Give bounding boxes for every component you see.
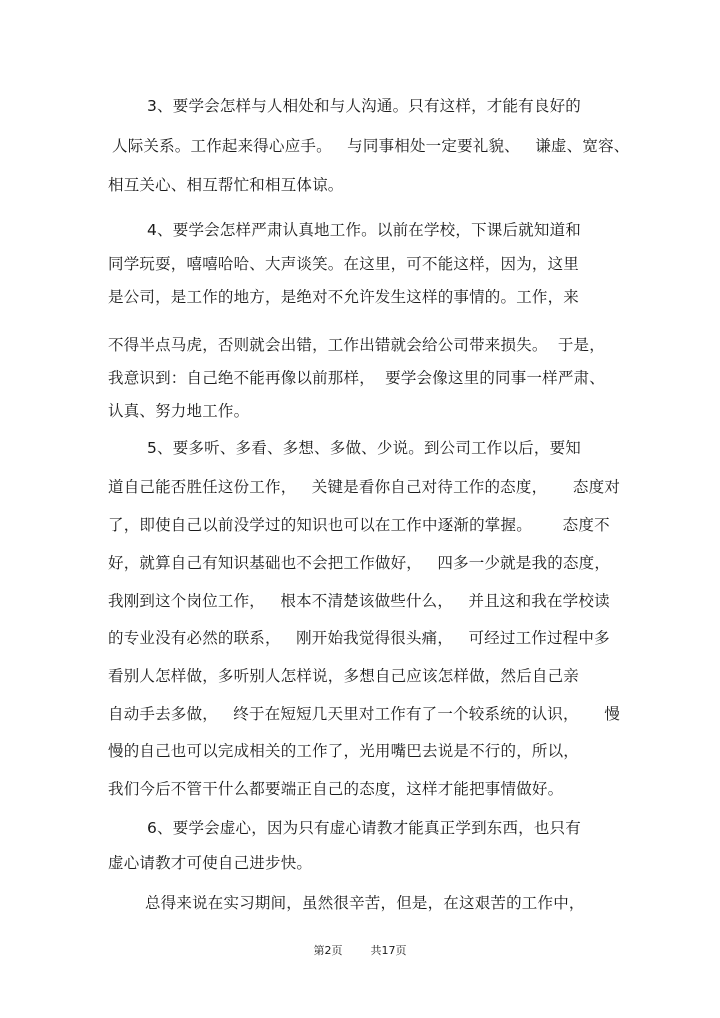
paragraph-line: 同学玩耍，嘻嘻哈哈、大声谈笑。在这里，可不能这样，因为，这里 <box>108 255 580 273</box>
paragraph-line: 我们今后不管干什么都要端正自己的态度，这样才能把事情做好。 <box>108 780 564 798</box>
paragraph-line: 5、要多听、多看、多想、多做、少说。到公司工作以后，要知 <box>147 439 581 457</box>
paragraph-line: 我刚到这个岗位工作， 根本不清楚该做些什么， 并且这和我在学校读 <box>108 592 610 610</box>
paragraph-line: 是公司，是工作的地方，是绝对不允许发生这样的事情的。工作，来 <box>108 288 580 306</box>
paragraph-line: 看别人怎样做，多听别人怎样说，多想自己应该怎样做，然后自己亲 <box>108 667 580 685</box>
paragraph-line: 虚心请教才可使自己进步快。 <box>108 854 313 872</box>
page-footer <box>0 944 720 958</box>
paragraph-line: 了，即使自己以前没学过的知识也可以在工作中逐渐的掌握。 态度不 <box>108 516 610 534</box>
paragraph-line: 不得半点马虎，否则就会出错，工作出错就会给公司带来损失。 于是， <box>108 336 605 354</box>
paragraph-line: 4、要学会怎样严肃认真地工作。以前在学校，下课后就知道和 <box>147 221 581 239</box>
paragraph-line: 相互关心、相互帮忙和相互体谅。 <box>108 176 344 194</box>
page-total: 共17页 <box>370 944 407 957</box>
page-number: 第2页 <box>313 944 343 957</box>
paragraph-line: 自动手去多做， 终于在短短几天里对工作有了一个较系统的认识， 慢 <box>108 705 621 723</box>
paragraph-line: 我意识到：自己绝不能再像以前那样， 要学会像这里的同事一样严肃、 <box>108 369 605 387</box>
paragraph-line: 的专业没有必然的联系， 刚开始我觉得很头痛， 可经过工作过程中多 <box>108 629 610 647</box>
paragraph-line: 总得来说在实习期间，虽然很辛苦，但是，在这艰苦的工作中， <box>145 894 585 912</box>
paragraph-line: 3、要学会怎样与人相处和与人沟通。只有这样，才能有良好的 <box>147 97 581 115</box>
paragraph-line: 认真、努力地工作。 <box>108 402 250 420</box>
paragraph-line: 道自己能否胜任这份工作， 关键是看你自己对待工作的态度， 态度对 <box>108 478 621 496</box>
paragraph-line: 6、要学会虚心，因为只有虚心请教才能真正学到东西，也只有 <box>147 819 581 837</box>
paragraph-line: 人际关系。工作起来得心应手。 与同事相处一定要礼貌、 谦虚、宽容、 <box>112 137 630 155</box>
paragraph-line: 好，就算自己有知识基础也不会把工作做好， 四多一少就是我的态度， <box>108 554 611 572</box>
paragraph-line: 慢的自己也可以完成相关的工作了，光用嘴巴去说是不行的，所以， <box>108 742 580 760</box>
